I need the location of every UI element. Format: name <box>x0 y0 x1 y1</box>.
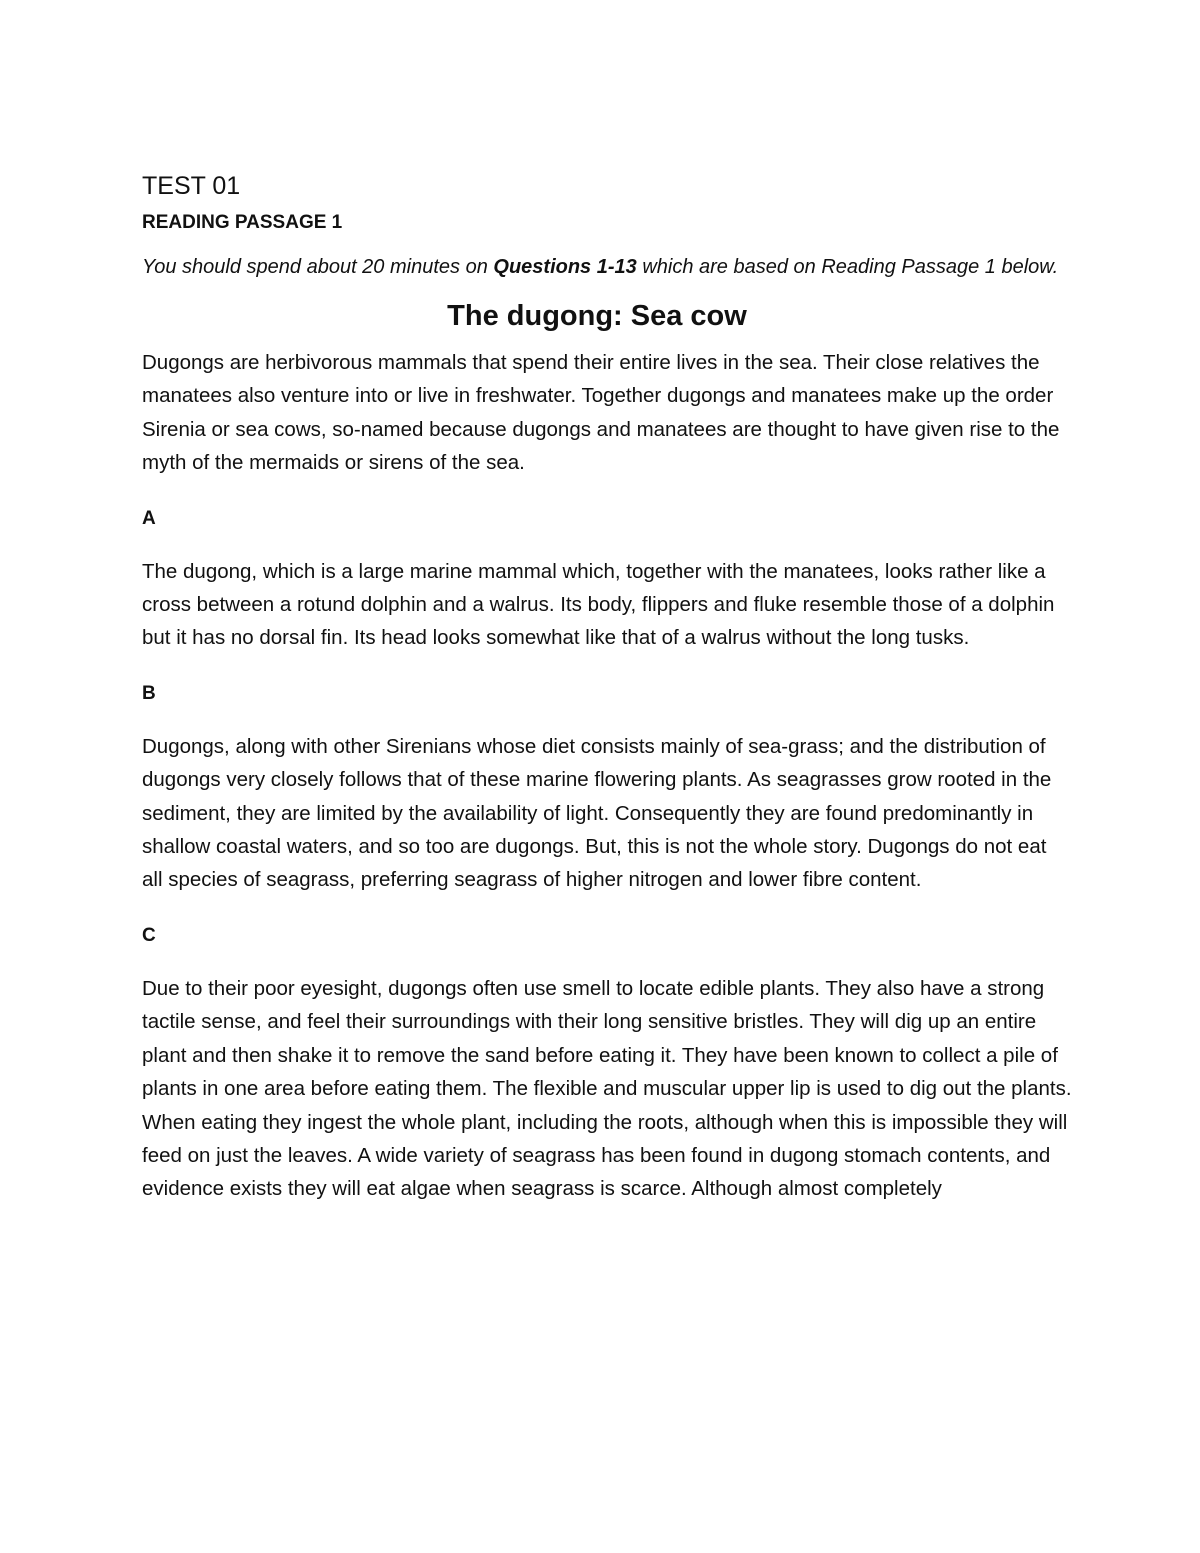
section-letter-a: A <box>142 507 156 529</box>
instructions-text-before: You should spend about 20 minutes on <box>142 256 494 278</box>
intro-paragraph: Dugongs are herbivorous mammals that spend their entire lives in the sea. Their close relatives the manatees also venture into or live in freshwater. Together dugongs and manatees make up the order Sirenia or sea cows, so-named because dugongs and manatees are thought to have given rise to the myth of the mermaids or sirens of the sea. <box>142 351 1060 475</box>
section-letter-c: C <box>142 924 156 946</box>
section-paragraph-a: The dugong, which is a large marine mammal which, together with the manatees, looks rather like a cross between a rotund dolphin and a walrus. Its body, flippers and fluke resemble those of a dolphin but it has no dorsal fin. Its head looks somewhat like that of a walrus without the long tusks. <box>142 559 1055 650</box>
section-paragraph-c: Due to their poor eyesight, dugongs often use smell to locate edible plants. They also have a strong tactile sense, and feel their surroundings with their long sensitive bristles. They will dig up an entire plant and then shake it to remove the sand before eating it. They have been known to collect a pile of plants in one area before eating them. The flexible and muscular upper lip is used to dig out the plants. When eating they ingest the whole plant, including the roots, although when this is impossible they will feed on just the leaves. A wide variety of seagrass has been found in dugong stomach contents, and evidence exists they will eat algae when seagrass is scarce. Although almost completely <box>142 976 1072 1201</box>
instructions-questions: Questions 1-13 <box>493 256 637 278</box>
passage-title: The dugong: Sea cow <box>447 300 747 332</box>
test-title: TEST 01 <box>142 172 241 200</box>
document-page <box>142 168 1072 1228</box>
section-paragraph-b: Dugongs, along with other Sirenians whose diet consists mainly of sea-grass; and the distribution of dugongs very closely follows that of these marine flowering plants. As seagrasses grow rooted in the sediment, they are limited by the availability of light. Consequently they are found predominantly in shallow coastal waters, and so too are dugongs. But, this is not the whole story. Dugongs do not eat all species of seagrass, preferring seagrass of higher nitrogen and lower fibre content. <box>142 734 1052 892</box>
section-letter-b: B <box>142 682 156 704</box>
instructions <box>142 250 1072 284</box>
passage-label: READING PASSAGE 1 <box>142 212 343 233</box>
instructions-text-after: which are based on Reading Passage 1 below. <box>636 256 1059 278</box>
